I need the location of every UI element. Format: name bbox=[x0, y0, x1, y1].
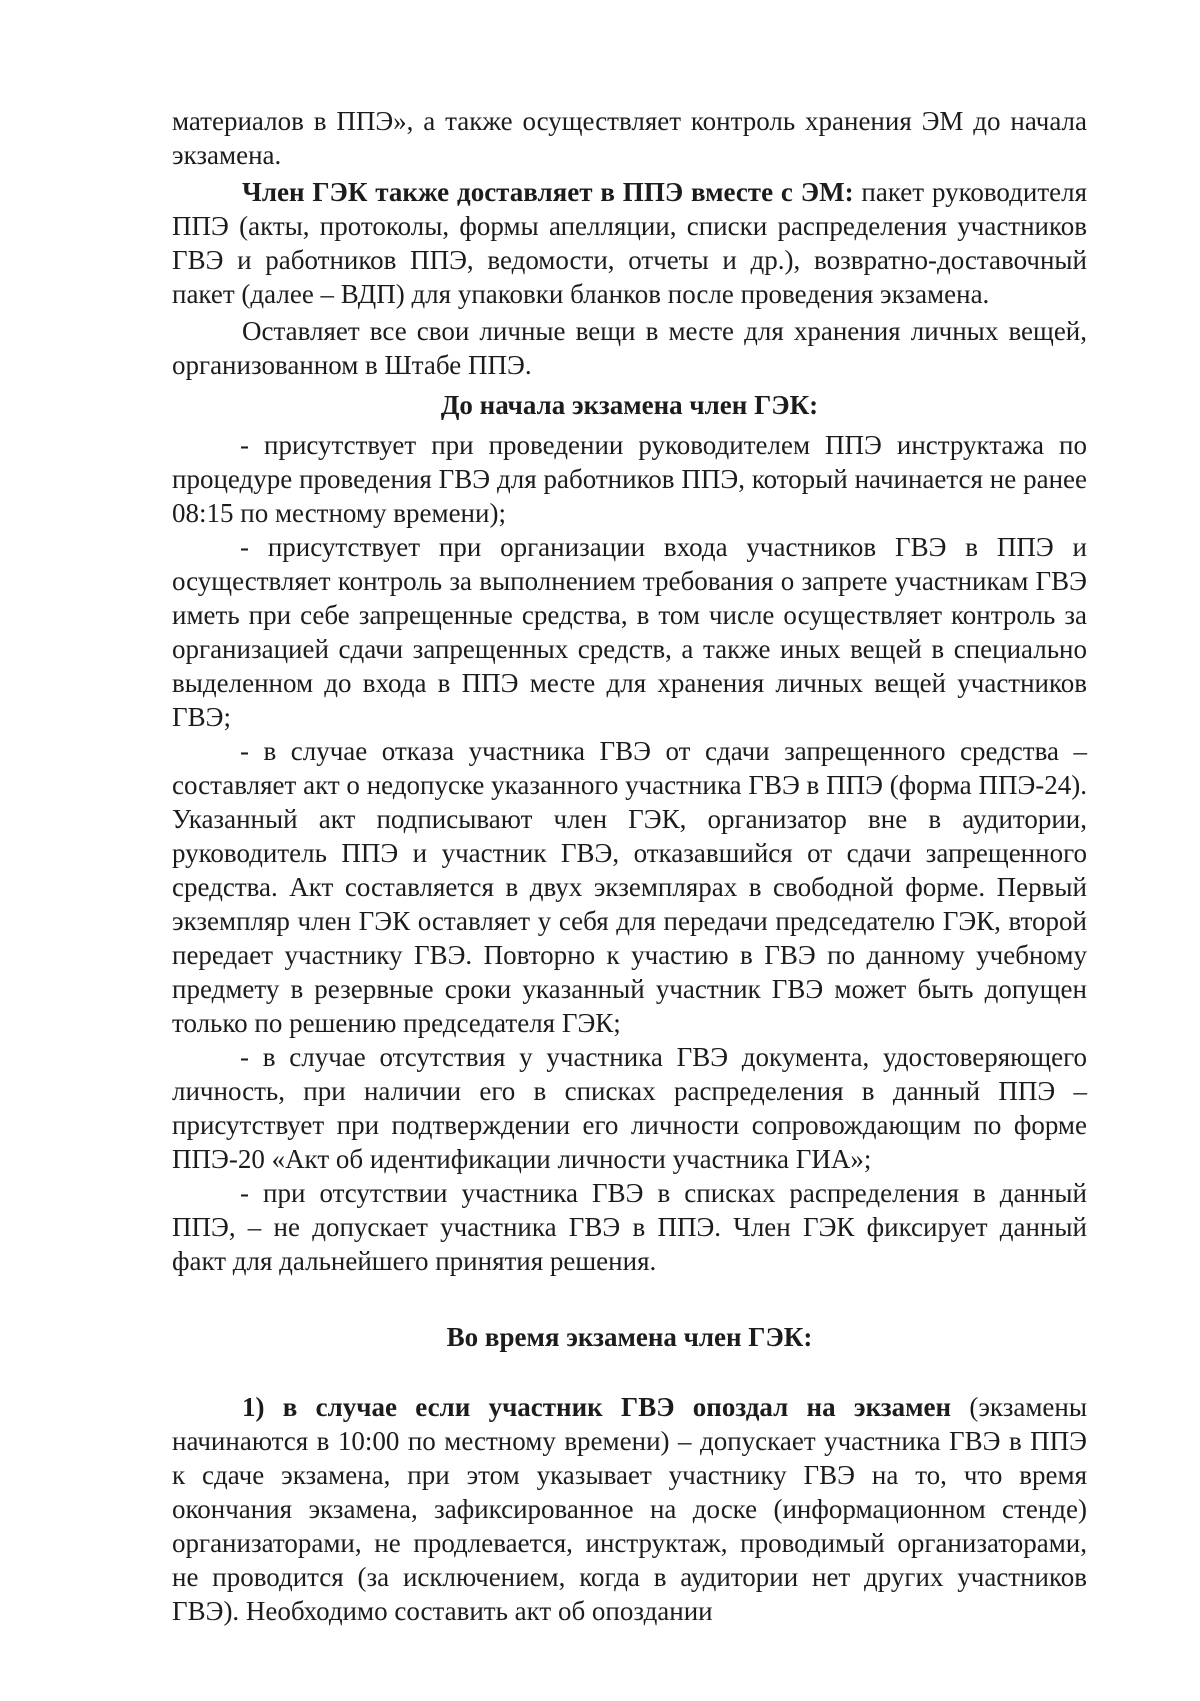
list-item: - присутствует при проведении руководителем ППЭ инструктажа по процедуре проведения ГВЭ для работников ППЭ, который начинается не ранее 08:15 по местному времени); bbox=[172, 430, 1087, 528]
paragraph-bold-lead: Член ГЭК также доставляет в ППЭ вместе с ЭМ: bbox=[242, 177, 854, 207]
list-item-text: (экзамены начинаются в 10:00 по местному времени) – допускает участника ГВЭ в ППЭ к сдаче экзамена, при этом указывает участнику ГВЭ на то, что время окончания экзамена, зафиксированное на доске (информационном стенде) организаторами, не продлевается, инструктаж, проводимый организаторами, не проводится (за исключением, когда в аудитории нет других участников ГВЭ). Необходимо составить акт об опоздании bbox=[172, 1392, 1088, 1626]
section-heading-before-exam: До начала экзамена член ГЭК: bbox=[440, 390, 819, 420]
section-heading-during-exam: Во время экзамена член ГЭК: bbox=[446, 1322, 813, 1352]
paragraph-personal-items: Оставляет все свои личные вещи в месте для хранения личных вещей, организованном в Штабе ППЭ. bbox=[172, 316, 1087, 380]
list-item: - в случае отсутствия у участника ГВЭ документа, удостоверяющего личность, при наличии его в списках распределения в данный ППЭ – присутствует при подтверждении его личности сопровождающим по форме ППЭ-20 «Акт об идентификации личности участника ГИА»; bbox=[172, 1042, 1087, 1174]
paragraph-continuation: материалов в ППЭ», а также осуществляет контроль хранения ЭМ до начала экзамена. bbox=[172, 106, 1087, 170]
document-body bbox=[172, 104, 1087, 1628]
paragraph-gek-delivers bbox=[172, 175, 1087, 311]
list-item: - присутствует при организации входа участников ГВЭ в ППЭ и осуществляет контроль за выполнением требования о запрете участникам ГВЭ иметь при себе запрещенные средства, в том числе осуществляет контроль за организацией сдачи запрещенных средств, а также иных вещей в специально выделенном до входа в ППЭ месте для хранения личных вещей участников ГВЭ; bbox=[172, 532, 1087, 732]
list-item-bold-lead: 1) в случае если участник ГВЭ опоздал на экзамен bbox=[242, 1392, 952, 1422]
list-item-late-participant bbox=[172, 1390, 1087, 1628]
list-item: - в случае отказа участника ГВЭ от сдачи запрещенного средства – составляет акт о недопуске указанного участника ГВЭ в ППЭ (форма ППЭ-24). Указанный акт подписывают член ГЭК, организатор вне в аудитории, руководитель ППЭ и участник ГВЭ, отказавшийся от сдачи запрещенного средства. Акт составляется в двух экземплярах в свободной форме. Первый экземпляр член ГЭК оставляет у себя для передачи председателю ГЭК, второй передает участнику ГВЭ. Повторно к участию в ГВЭ по данному учебному предмету в резервные сроки указанный участник ГВЭ может быть допущен только по решению председателя ГЭК; bbox=[172, 736, 1087, 1038]
paragraph-text: пакет руководителя ППЭ (акты, протоколы, формы апелляции, списки распределения участников ГВЭ и работников ППЭ, ведомости, отчеты и др.), возвратно-доставочный пакет (далее – ВДП) для упаковки бланков после проведения экзамена. bbox=[172, 177, 1088, 309]
list-item: - при отсутствии участника ГВЭ в списках распределения в данный ППЭ, – не допускает участника ГВЭ в ППЭ. Член ГЭК фиксирует данный факт для дальнейшего принятия решения. bbox=[172, 1178, 1087, 1276]
